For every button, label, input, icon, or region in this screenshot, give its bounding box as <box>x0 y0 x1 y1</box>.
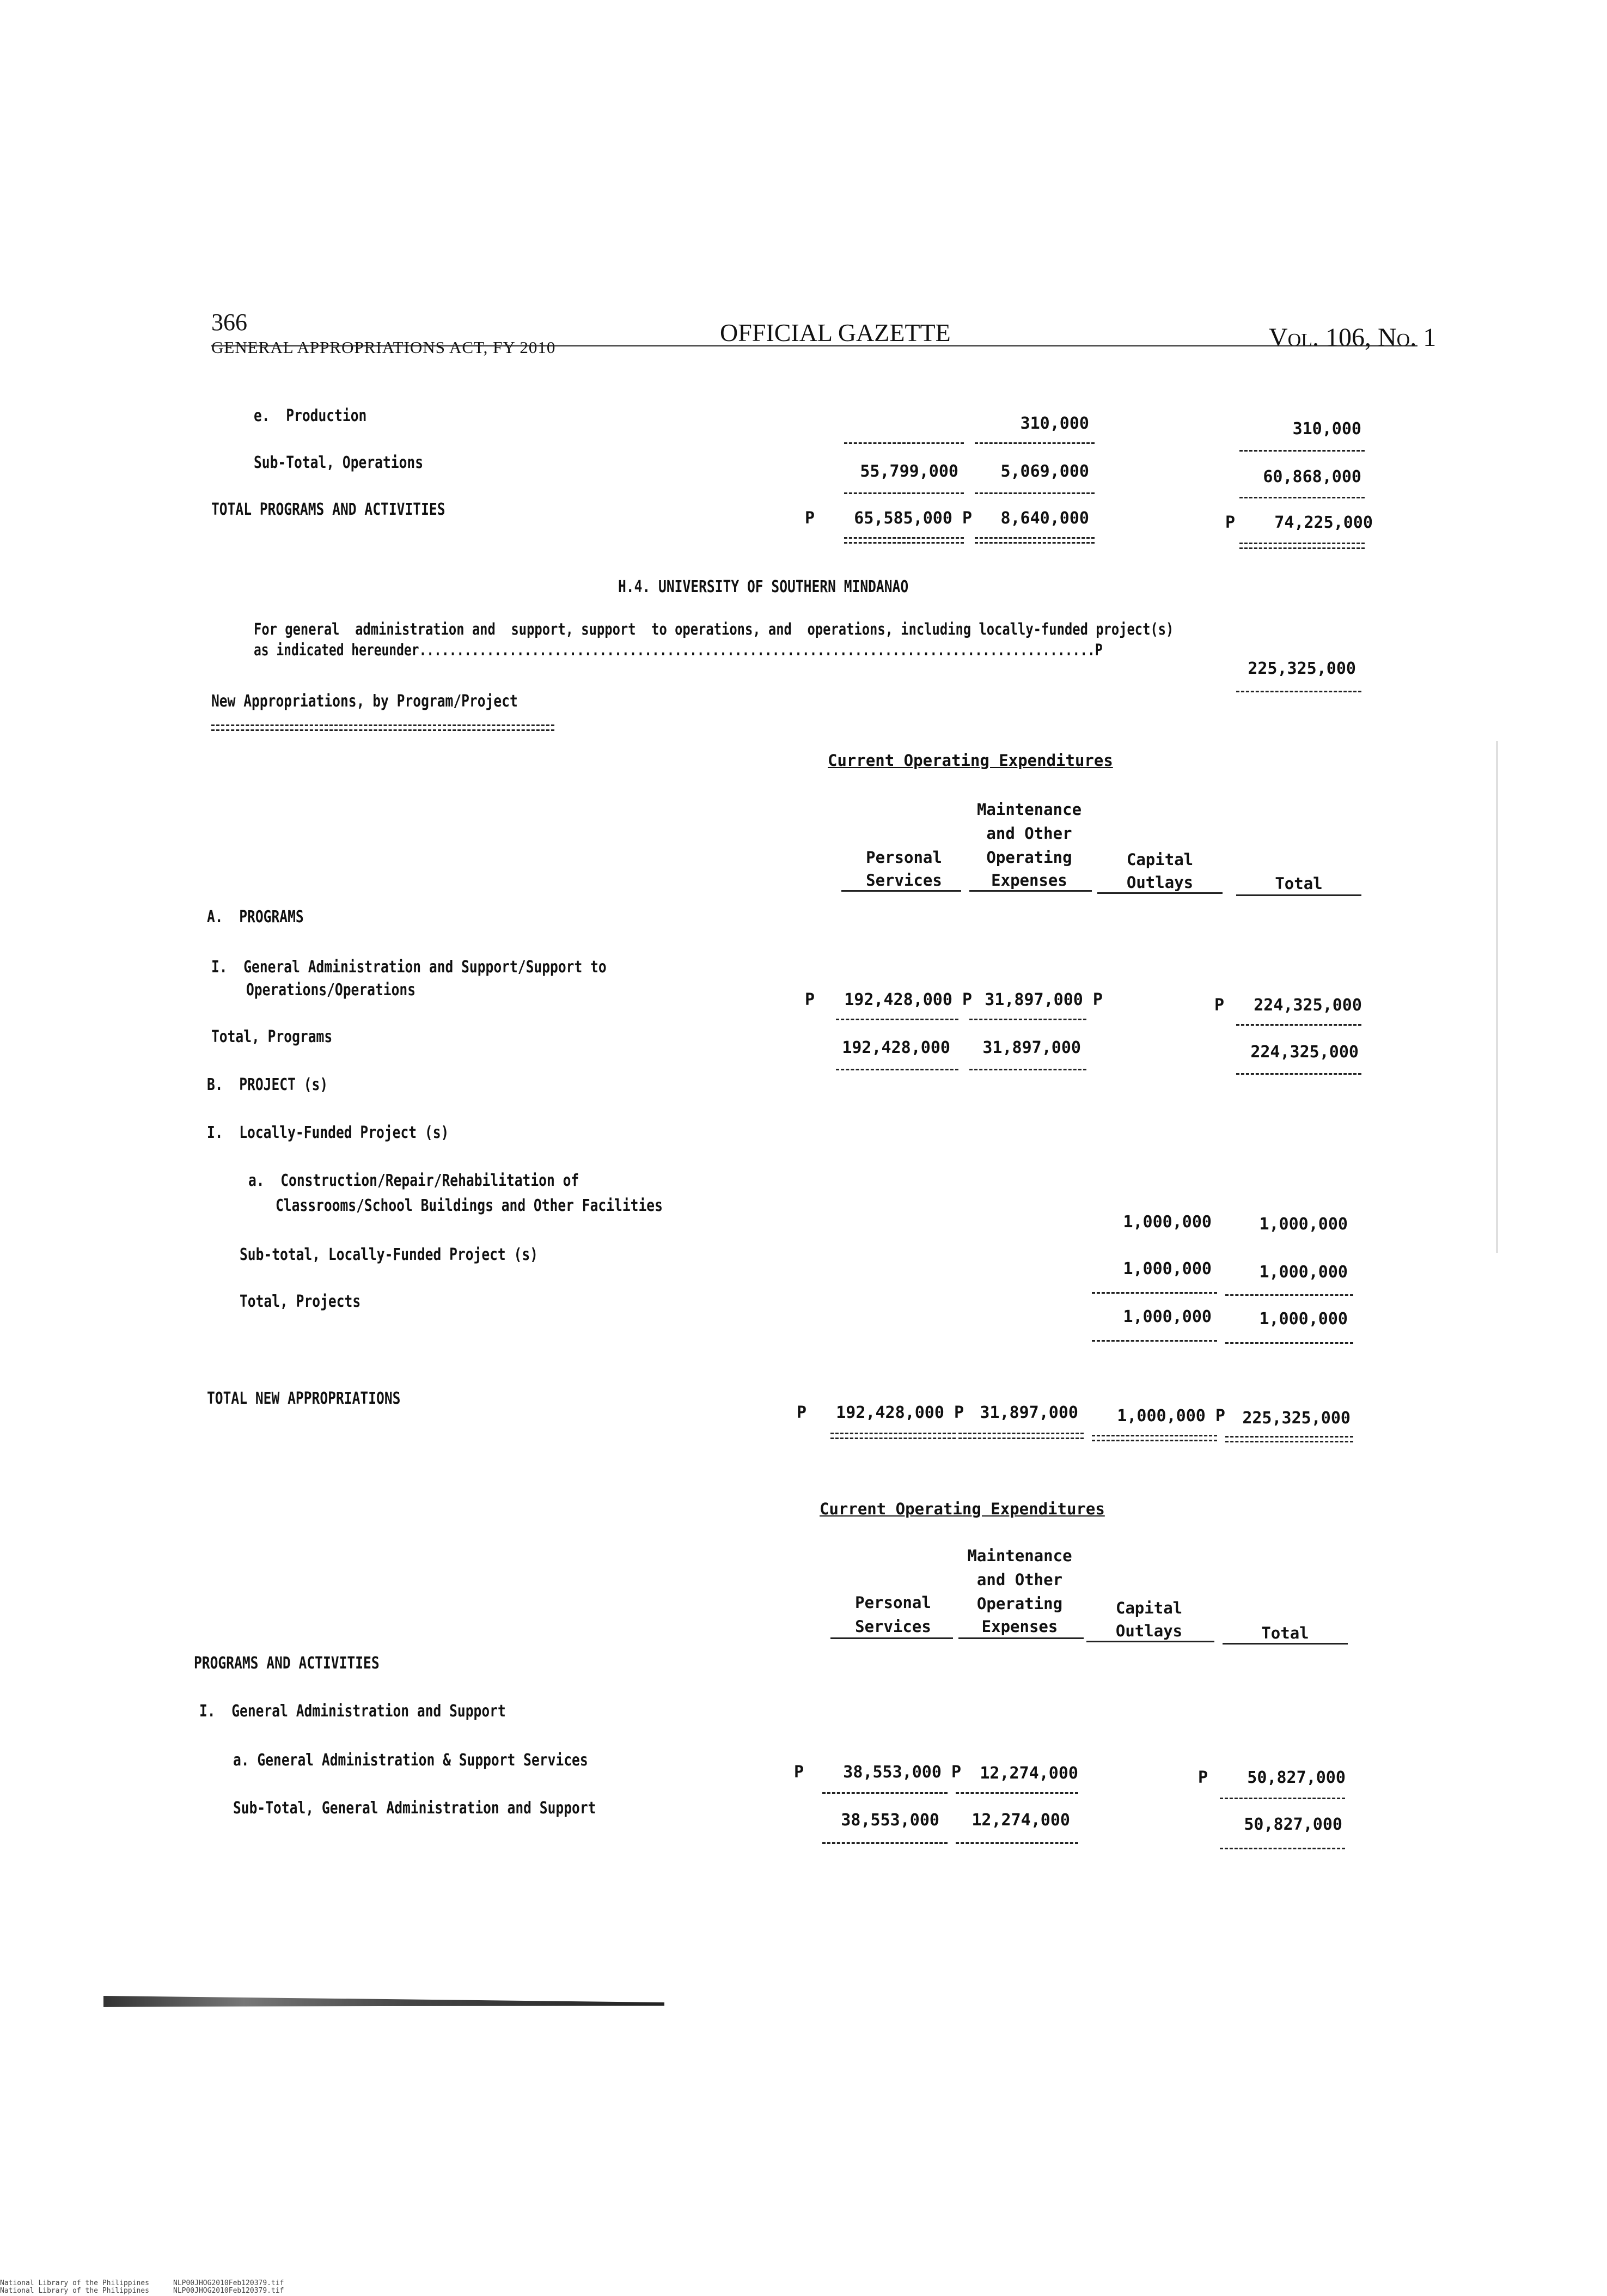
scan-margin-line <box>1496 741 1498 1253</box>
total-programs-total: 224,325,000 <box>1250 1043 1359 1062</box>
double-rule <box>1225 1436 1353 1442</box>
double-rule <box>830 1433 956 1439</box>
total-header: Total <box>1275 874 1323 893</box>
rule <box>1236 1024 1361 1026</box>
library-stamp-2: National Library of the Philippines <box>0 2287 149 2295</box>
subtotal-gas-total: 50,827,000 <box>1244 1815 1342 1834</box>
subtotal-operations-label: Sub-Total, Operations <box>254 453 424 472</box>
lfp-heading: I. Locally-Funded Project (s) <box>207 1123 449 1142</box>
mooe-header-b3: Operating <box>976 1594 1063 1613</box>
gas-activity-heading: I. General Administration and Support <box>199 1702 506 1721</box>
total-programs-activities-label: TOTAL PROGRAMS AND ACTIVITIES <box>211 500 445 519</box>
rule <box>975 442 1095 444</box>
total-programs-activities-mooe: 8,640,000 <box>1000 509 1089 528</box>
subtotal-lfp-total: 1,000,000 <box>1259 1263 1348 1282</box>
mooe-header-4: Expenses <box>991 871 1067 890</box>
ps-header-1: Personal <box>866 848 942 867</box>
total-programs-activities-total: P 74,225,000 <box>1225 513 1373 532</box>
total-new-appropriations-label: TOTAL NEW APPROPRIATIONS <box>207 1389 401 1408</box>
co-header-rule-2 <box>1086 1641 1214 1642</box>
mooe-header-1: Maintenance <box>976 800 1082 819</box>
rule <box>1239 450 1365 452</box>
file-stamp-1: NLP00JHOG2010Feb120379.tif <box>173 2279 284 2287</box>
page-number: 366 <box>211 309 247 336</box>
double-rule <box>958 1433 1084 1439</box>
construction-label-2: Classrooms/School Buildings and Other Facilities <box>276 1196 663 1215</box>
programs-heading: A. PROGRAMS <box>207 908 304 927</box>
rule <box>1220 1848 1345 1849</box>
subtotal-gas-label: Sub-Total, General Administration and Support <box>233 1799 596 1818</box>
ps-header-b1: Personal <box>855 1593 931 1612</box>
rule <box>1092 1340 1217 1342</box>
double-rule <box>1092 1435 1217 1441</box>
gass-ps: P 38,553,000 P <box>793 1763 961 1782</box>
construction-total: 1,000,000 <box>1259 1215 1348 1234</box>
total-header-2: Total <box>1261 1624 1309 1642</box>
mooe-header-b2: and Other <box>976 1570 1063 1589</box>
mooe-header-rule-2 <box>958 1637 1084 1639</box>
total-programs-mooe: 31,897,000 <box>982 1038 1081 1057</box>
ps-header-rule-2 <box>830 1637 953 1639</box>
mooe-header-b4: Expenses <box>981 1617 1058 1636</box>
ps-header-b2: Services <box>855 1617 931 1636</box>
gass-total: P 50,827,000 <box>1198 1768 1346 1787</box>
rule <box>1092 1292 1217 1294</box>
purpose-line-1: For general administration and support, support to operations, and operations, including locally-funded project(s) <box>254 620 1174 638</box>
publication-title: OFFICIAL GAZETTE <box>720 319 951 346</box>
ps-header-2: Services <box>866 871 942 890</box>
subtotal-gas-ps: 38,553,000 <box>841 1811 939 1830</box>
total-projects-co: 1,000,000 <box>1123 1307 1212 1326</box>
ps-header-rule <box>841 890 961 892</box>
total-programs-ps: 192,428,000 <box>842 1038 950 1057</box>
subtotal-lfp-label: Sub-total, Locally-Funded Project (s) <box>240 1245 538 1264</box>
rule <box>844 442 964 444</box>
mooe-header-2: and Other <box>986 824 1072 843</box>
rule <box>836 1069 958 1070</box>
subtotal-operations-mooe: 5,069,000 <box>1000 462 1089 481</box>
double-rule <box>844 537 964 544</box>
double-rule <box>1239 543 1365 549</box>
double-rule <box>975 537 1095 544</box>
total-new-total: 225,325,000 <box>1242 1409 1351 1428</box>
construction-co: 1,000,000 <box>1123 1213 1212 1232</box>
production-mooe: 310,000 <box>1020 414 1089 433</box>
total-projects-label: Total, Projects <box>240 1292 361 1311</box>
library-stamp-1: National Library of the Philippines <box>0 2279 149 2287</box>
gass-mooe: 12,274,000 <box>980 1764 1078 1783</box>
rule <box>969 1019 1086 1020</box>
mooe-header-3: Operating <box>986 848 1072 867</box>
file-stamp-2: NLP00JHOG2010Feb120379.tif <box>173 2287 284 2295</box>
rule <box>1239 497 1365 498</box>
total-projects-total: 1,000,000 <box>1259 1310 1348 1329</box>
co-header-1: Capital <box>1126 850 1194 869</box>
rule <box>844 492 964 494</box>
total-new-mooe: 31,897,000 <box>980 1403 1078 1422</box>
rule <box>956 1792 1078 1794</box>
gass-label: a. General Administration & Support Services <box>233 1751 588 1770</box>
rule <box>1225 1294 1353 1296</box>
gas-label-2: Operations/Operations <box>246 980 416 1000</box>
purpose-line-2: as indicated hereunder..........................................................................................P <box>254 641 1103 659</box>
running-subtitle: GENERAL APPROPRIATIONS ACT, FY 2010 <box>211 338 556 357</box>
subtotal-gas-mooe: 12,274,000 <box>971 1811 1070 1830</box>
rule <box>1220 1798 1345 1799</box>
rule <box>822 1792 948 1794</box>
purpose-amount: 225,325,000 <box>1248 659 1356 678</box>
co-header-rule <box>1097 892 1223 894</box>
total-programs-activities-ps: P 65,585,000 P <box>804 509 972 528</box>
double-rule <box>211 724 554 731</box>
total-new-ps: P 192,428,000 P <box>796 1403 964 1422</box>
subtotal-operations-total: 60,868,000 <box>1263 467 1361 486</box>
production-label: e. Production <box>254 406 367 425</box>
subtotal-operations-ps: 55,799,000 <box>860 462 958 481</box>
co-header-b2: Outlays <box>1115 1622 1183 1640</box>
rule <box>969 1069 1086 1070</box>
gas-total: P 224,325,000 <box>1214 996 1362 1015</box>
gas-ps: P 192,428,000 P <box>804 990 972 1009</box>
projects-heading: B. PROJECT (s) <box>207 1075 328 1094</box>
co-header-2: Outlays <box>1126 873 1194 892</box>
coe-header: Current Operating Expenditures <box>828 751 1113 770</box>
scan-edge-bar <box>103 1996 664 2007</box>
rule <box>956 1842 1078 1844</box>
rule <box>1236 691 1361 692</box>
section-title: H.4. UNIVERSITY OF SOUTHERN MINDANAO <box>618 577 909 596</box>
rule <box>1236 1073 1361 1075</box>
total-new-co: 1,000,000 P <box>1117 1406 1225 1426</box>
volume-number: Vol. 106, No. 1 <box>1269 323 1437 352</box>
co-header-b1: Capital <box>1115 1599 1183 1617</box>
production-total: 310,000 <box>1292 419 1361 439</box>
gas-mooe: 31,897,000 P <box>985 990 1103 1009</box>
rule <box>1225 1342 1353 1344</box>
total-header-rule-2 <box>1223 1643 1348 1645</box>
total-programs-label: Total, Programs <box>211 1027 333 1046</box>
new-appropriations-heading: New Appropriations, by Program/Project <box>211 692 518 711</box>
header-rule <box>211 345 1417 346</box>
rule <box>822 1842 948 1844</box>
rule <box>975 492 1095 494</box>
gas-label-1: I. General Administration and Support/Support to <box>211 958 607 977</box>
mooe-header-b1: Maintenance <box>967 1546 1072 1565</box>
construction-label-1: a. Construction/Repair/Rehabilitation of <box>248 1171 579 1190</box>
rule <box>836 1019 958 1020</box>
total-header-rule <box>1236 894 1361 896</box>
subtotal-lfp-co: 1,000,000 <box>1123 1259 1212 1278</box>
mooe-header-rule <box>969 890 1092 892</box>
programs-activities-heading: PROGRAMS AND ACTIVITIES <box>194 1654 380 1673</box>
coe-header-2: Current Operating Expenditures <box>820 1500 1105 1518</box>
